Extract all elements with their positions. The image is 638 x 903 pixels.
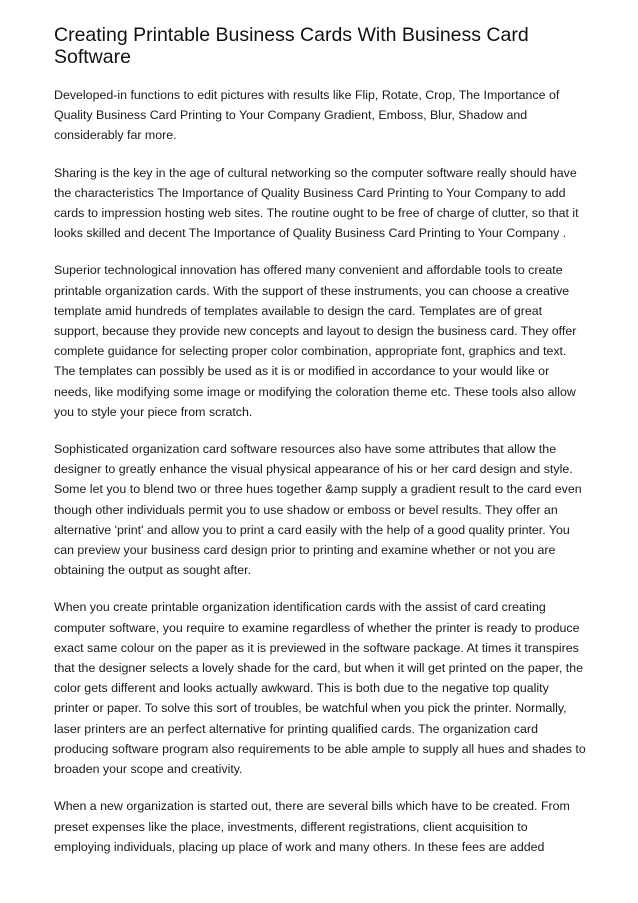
paragraph-3: Superior technological innovation has offered many convenient and affordable tools to create printable organization cards. With the support of these instruments, you can choose a creative template amid hundreds of templates available to design the card. Templates are of great support, because they provide new concepts and layout to design the business card. They offer complete guidance for selecting proper color combination, appropriate font, graphics and text. The templates can possibly be used as it is or modified in accordance to your would like or needs, like modifying some image or modifying the coloration theme etc. These tools also allow you to style your piece from scratch. — [54, 263, 577, 419]
paragraph-6: When a new organization is started out, there are several bills which have to be created. From preset expenses like the place, investments, different registrations, client acquisition to employing individuals, placing up place of work and many others. In these fees are added — [54, 799, 570, 854]
document-title: Creating Printable Business Cards With Business Card Software — [54, 24, 529, 68]
document-page — [54, 24, 586, 874]
paragraph-1: Developed-in functions to edit pictures with results like Flip, Rotate, Crop, The Importance of Quality Business Card Printing to Your Company Gradient, Emboss, Blur, Shadow and considerably far more. — [54, 88, 560, 143]
paragraph-2: Sharing is the key in the age of cultural networking so the computer software really should have the characteristics The Importance of Quality Business Card Printing to Your Company to add cards to impression hosting web sites. The routine ought to be free of charge of clutter, so that it looks skilled and decent The Importance of Quality Business Card Printing to Your Company . — [54, 165, 579, 241]
paragraph-4: Sophisticated organization card software resources also have some attributes that allow the designer to greatly enhance the visual physical appearance of his or her card design and style. Some let you to blend two or three hues together &amp supply a gradient result to the card even though other individuals permit you to use shadow or emboss or bevel results. They offer an alternative 'print' and allow you to print a card easily with the help of a good quality printer. You can preview your business card design prior to printing and examine whether or not you are obtaining the output as sought after. — [54, 442, 582, 578]
paragraph-5: When you create printable organization identification cards with the assist of card creating computer software, you require to examine regardless of whether the printer is ready to produce exact same colour on the paper as it is previewed in the software package. At times it transpires that the designer selects a lovely shade for the card, but when it will get printed on the paper, the color gets different and looks actually awkward. This is both due to the negative top quality printer or paper. To solve this sort of troubles, be watchful when you pick the printer. Normally, laser printers are an perfect alternative for printing qualified cards. The organization card producing software program also requirements to be able ample to supply all hues and shades to broaden your scope and creativity. — [54, 600, 586, 777]
